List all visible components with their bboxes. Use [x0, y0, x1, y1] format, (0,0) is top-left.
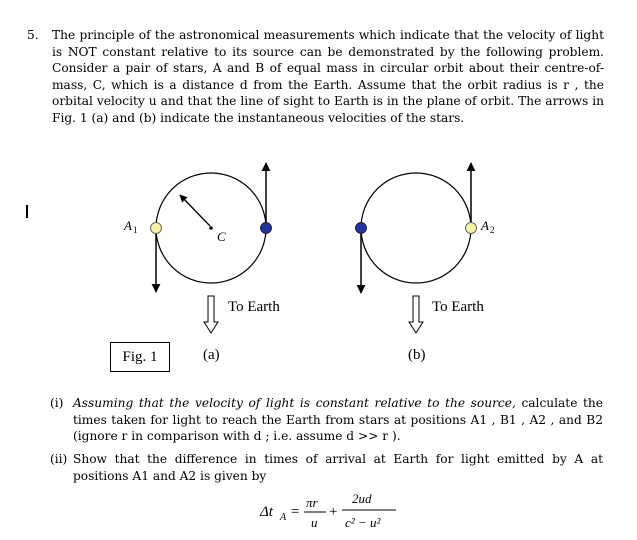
figure-caption: Fig. 1 [110, 342, 170, 372]
formula-term1-den: u [311, 515, 318, 530]
part-i-label: (i) [50, 396, 64, 410]
to-earth-label-b: To Earth [432, 299, 484, 315]
formula-lhs-sub: A [280, 512, 287, 523]
question-number: 5. [27, 28, 39, 42]
part-i-text [73, 395, 603, 445]
formula-lhs: Δt [260, 504, 273, 520]
part-i-rest: calculate the times taken for light to reach the Earth from stars at positions A1 , B1 , A2 , and B2 (ignore r in comparison with d ; i.e. assume d >> r ). [73, 396, 603, 444]
star-b1 [261, 223, 272, 234]
panel-b-label: (b) [408, 347, 426, 363]
formula-svg [258, 489, 418, 535]
center-label: C [217, 229, 226, 244]
star-a2-label: A [481, 218, 489, 233]
earth-arrow-b [409, 296, 423, 333]
orbit-circle-b [361, 173, 471, 283]
center-dot-a [209, 226, 213, 230]
formula-term2-num: 2ud [352, 491, 372, 506]
to-earth-label-a: To Earth [228, 299, 280, 315]
formula-term2-den: c² − u² [345, 515, 381, 530]
star-a1-subscript: 1 [133, 225, 138, 235]
star-a1 [151, 223, 162, 234]
delta-t-formula [258, 489, 418, 540]
radius-arrow-a [180, 195, 210, 226]
part-i-italic: Assuming that the velocity of light is constant relative to the source, [73, 396, 516, 410]
star-a1-label: A [124, 218, 132, 233]
formula-term1-num: πr [306, 495, 318, 510]
part-ii-label: (ii) [50, 452, 68, 466]
question-text: The principle of the astronomical measurements which indicate that the velocity of light is NOT constant relative to its source can be demonstrated by the following problem. Consider a pair of stars, A and B of equal mass in circular orbit about their centre-of-mass, C, which is a distance d from the Earth. Assume that the orbit radius is r , the orbital velocity u and that the line of sight to Earth is in the plane of orbit. The arrows in Fig. 1 (a) and (b) indicate the instantaneous velocities of the stars. [52, 28, 604, 125]
formula-plus: + [329, 504, 338, 520]
star-a2 [466, 223, 477, 234]
panel-a-label: (a) [203, 347, 220, 363]
part-ii-text: Show that the difference in times of arrival at Earth for light emitted by A at positions A1 and A2 is given by [73, 452, 603, 483]
earth-arrow-a [204, 296, 218, 333]
star-b2 [356, 223, 367, 234]
star-a2-subscript: 2 [490, 225, 495, 235]
formula-eq: = [291, 504, 300, 520]
